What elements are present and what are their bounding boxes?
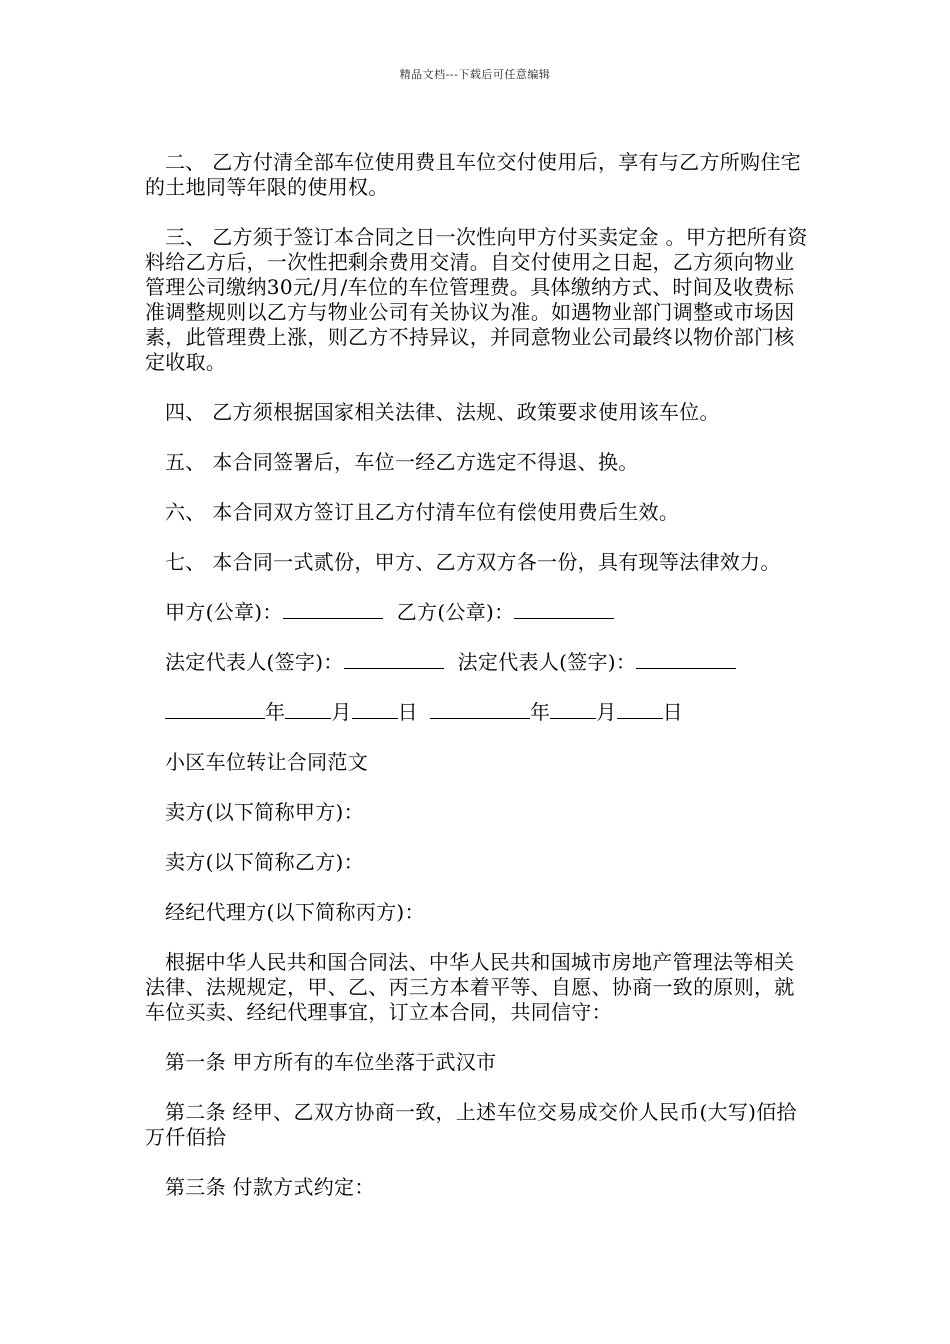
clause-4: 四、 乙方须根据国家相关法律、法规、政策要求使用该车位。 <box>165 400 720 424</box>
month-b-label: 月 <box>596 700 617 724</box>
article-2: 第二条 经甲、乙双方协商一致，上述车位交易成交价人民币(大写)佰拾万仟佰拾 <box>145 1100 797 1149</box>
seal-line <box>145 600 810 625</box>
rep-b-blank <box>636 650 736 669</box>
month-a-blank <box>285 700 331 719</box>
year-a-blank <box>165 700 265 719</box>
agent-line: 经纪代理方(以下简称丙方)： <box>165 900 425 924</box>
rep-a-blank <box>344 650 444 669</box>
rep-b-label: 法定代表人(签字)： <box>457 650 637 674</box>
clause-2: 二、 乙方付清全部车位使用费且车位交付使用后，享有与乙方所购住宅的土地同等年限的使用权。 <box>145 150 801 199</box>
day-b-blank <box>617 700 663 719</box>
document-body <box>145 150 810 1225</box>
month-b-blank <box>550 700 596 719</box>
rep-a-label: 法定代表人(签字)： <box>165 650 344 674</box>
year-b-blank <box>430 700 530 719</box>
buyer-line: 卖方(以下简称乙方)： <box>165 850 364 874</box>
representative-line <box>145 650 810 675</box>
clause-3: 三、 乙方须于签订本合同之日一次性向甲方付买卖定金 。甲方把所有资料给乙方后，一次性把剩余费用交清。自交付使用之日起，乙方须向物业管理公司缴纳30元/月/车位的车位管理费。具体缴纳方式、时间及收费标准调整规则以乙方与物业公司有关协议为准。如遇物业部门调整或市场因素，此管理费上涨，则乙方不持异议，并同意物业公司最终以物价部门核定收取。 <box>145 225 808 374</box>
preamble: 根据中华人民共和国合同法、中华人民共和国城市房地产管理法等相关法律、法规规定，甲、乙、丙三方本着平等、自愿、协商一致的原则，就车位买卖、经纪代理事宜，订立本合同，共同信守： <box>145 950 795 1024</box>
day-b-label: 日 <box>662 700 683 724</box>
party-a-seal-blank <box>283 600 383 619</box>
date-line <box>145 700 810 725</box>
party-b-seal-blank <box>514 600 614 619</box>
year-b-label: 年 <box>529 700 551 724</box>
page-header: 精品文档---下载后可任意编辑 <box>399 68 551 81</box>
seller-line: 卖方(以下简称甲方)： <box>165 800 364 824</box>
month-a-label: 月 <box>331 700 352 724</box>
party-a-seal-label: 甲方(公章)： <box>165 600 283 624</box>
year-a-label: 年 <box>265 700 286 724</box>
clause-5: 五、 本合同签署后，车位一经乙方选定不得退、换。 <box>165 450 639 474</box>
second-contract-title: 小区车位转让合同范文 <box>165 750 368 774</box>
day-a-blank <box>352 700 398 719</box>
clause-7: 七、 本合同一式贰份，甲方、乙方双方各一份，具有现等法律效力。 <box>165 550 781 574</box>
article-1: 第一条 甲方所有的车位坐落于武汉市 <box>165 1050 497 1074</box>
clause-6: 六、 本合同双方签订且乙方付清车位有偿使用费后生效。 <box>165 500 680 524</box>
party-b-seal-label: 乙方(公章)： <box>396 600 515 624</box>
day-a-label: 日 <box>397 700 418 724</box>
article-3: 第三条 付款方式约定： <box>165 1175 375 1199</box>
